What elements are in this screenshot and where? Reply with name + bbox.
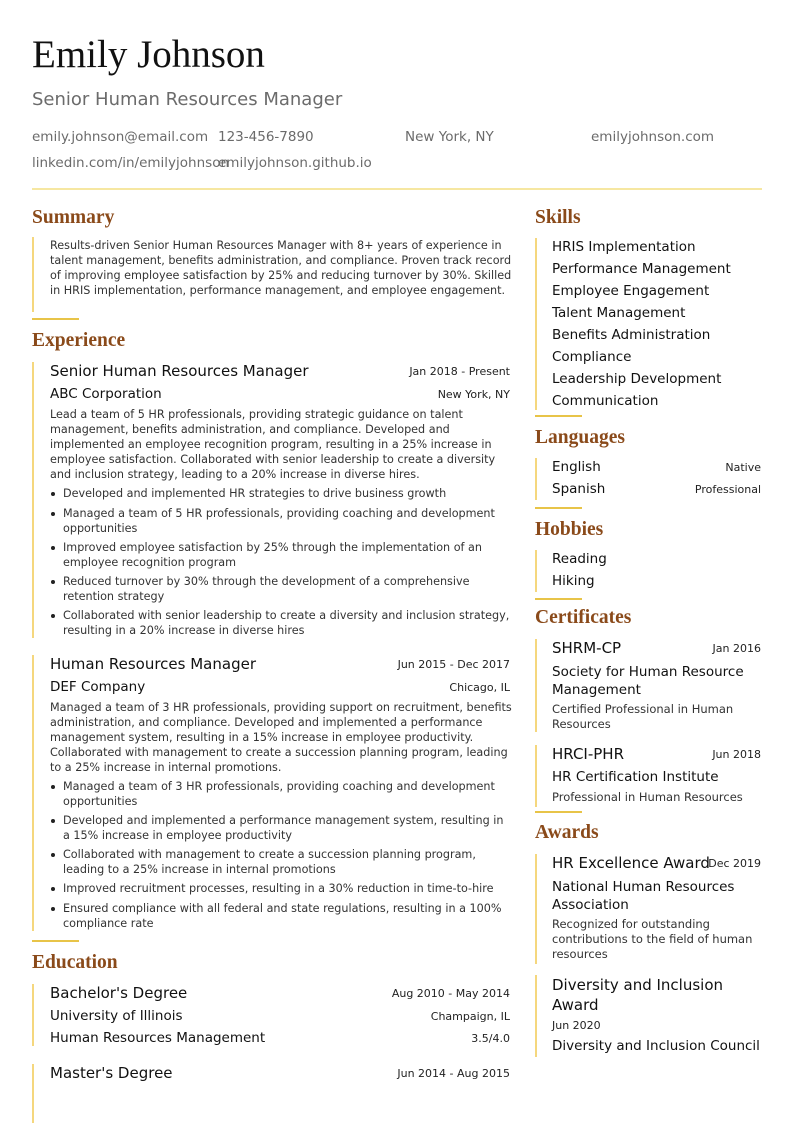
hobbies-underline — [535, 598, 582, 600]
edu-2-dates: Jun 2014 - Aug 2015 — [397, 1067, 510, 1080]
job-2-bullet: Ensured compliance with all federal and state regulations, resulting in a 100% compliance rate — [63, 901, 511, 931]
language-name: English — [552, 459, 601, 475]
job-1-bullet: Improved employee satisfaction by 25% through the implementation of an employee recognition program — [63, 540, 511, 570]
edu-1-bar — [32, 984, 34, 1046]
skills-underline — [535, 415, 582, 417]
job-1-bullet: Collaborated with senior leadership to create a diversity and inclusion strategy, resulting in a 20% increase in diverse hires — [63, 609, 510, 637]
skill-item: HRIS Implementation — [552, 239, 696, 255]
github-link[interactable]: emilyjohnson.github.io — [218, 155, 372, 171]
candidate-title: Senior Human Resources Manager — [32, 89, 343, 110]
award-2-bar — [535, 975, 537, 1057]
award-2-issuer: Diversity and Inclusion Council — [552, 1038, 760, 1054]
languages-heading: Languages — [535, 427, 625, 448]
language-level: Native — [725, 461, 761, 474]
job-1-company: ABC Corporation — [50, 386, 162, 402]
edu-1-field: Human Resources Management — [50, 1030, 266, 1046]
skills-heading: Skills — [535, 207, 581, 228]
certificates-heading: Certificates — [535, 607, 632, 628]
phone-text: 123-456-7890 — [218, 129, 314, 145]
skill-item: Talent Management — [552, 305, 686, 321]
edu-2-bar — [32, 1064, 34, 1123]
summary-bar — [32, 237, 34, 312]
job-1-role: Senior Human Resources Manager — [50, 362, 309, 380]
candidate-name: Emily Johnson — [32, 33, 265, 76]
summary-text: Results-driven Senior Human Resources Manager with 8+ years of experience in talent management, benefits administration, and compliance. Proven track record of improving employee satisfaction by 25% and reducing turnover by 30%. Skilled in HRIS implementation, performance management, and employee engagement. — [50, 239, 512, 297]
job-2-bar — [32, 655, 34, 931]
job-1-bullet: Developed and implemented HR strategies to drive business growth — [63, 486, 511, 501]
cert-2-description: Professional in Human Resources — [552, 790, 743, 804]
skill-item: Communication — [552, 393, 659, 409]
award-1-description: Recognized for outstanding contributions to the field of human resources — [552, 917, 753, 961]
awards-heading: Awards — [535, 822, 599, 843]
language-level: Professional — [694, 483, 761, 496]
languages-bar — [535, 458, 537, 500]
edu-1-dates: Aug 2010 - May 2014 — [391, 987, 510, 1000]
skill-item: Employee Engagement — [552, 283, 710, 299]
skill-item: Performance Management — [552, 261, 731, 277]
location-text: New York, NY — [405, 129, 494, 145]
email-link[interactable]: emily.johnson@email.com — [32, 129, 209, 145]
edu-1-school: University of Illinois — [50, 1008, 183, 1024]
hobby-item: Reading — [552, 551, 607, 567]
summary-underline — [32, 318, 79, 320]
job-2-dates: Jun 2015 - Dec 2017 — [397, 658, 510, 671]
summary-heading: Summary — [32, 207, 115, 228]
award-1-bar — [535, 854, 537, 964]
award-1-date: Dec 2019 — [708, 857, 761, 870]
website-link[interactable]: emilyjohnson.com — [591, 129, 715, 145]
cert-2-date: Jun 2018 — [712, 748, 761, 761]
skills-bar — [535, 238, 537, 410]
job-2-description: Managed a team of 3 HR professionals, providing support on recruitment, benefits administration, and compliance. Developed and implemented a performance management system, resulting in a 15% increase in employee productivity. Collaborated with management to create a succession planning program, leading to a 25% increase in internal promotions. — [50, 701, 512, 774]
skill-item: Benefits Administration — [552, 327, 711, 343]
award-2-date: Jun 2020 — [552, 1019, 601, 1032]
cert-1-bar — [535, 639, 537, 732]
edu-1-degree: Bachelor's Degree — [50, 984, 188, 1002]
hobby-item: Hiking — [552, 573, 595, 589]
edu-1-gpa: 3.5/4.0 — [471, 1032, 510, 1045]
award-1-name: HR Excellence Award — [552, 854, 710, 872]
job-1-description: Lead a team of 5 HR professionals, providing strategic guidance on talent management, benefits administration, and compliance. Developed and implemented an employee recognition program, resulting in a 25% increase in employee satisfaction. Collaborated with senior leadership to create a diversity and inclusion strategy, leading to a 20% increase in diverse hires. — [50, 408, 496, 481]
hobbies-heading: Hobbies — [535, 519, 604, 540]
job-2-bullet: Collaborated with management to create a succession planning program, leading to a 25% increase in internal promotions — [63, 847, 511, 877]
cert-2-issuer: HR Certification Institute — [552, 769, 719, 785]
skill-item: Leadership Development — [552, 371, 722, 387]
cert-1-issuer: Society for Human Resource Management — [552, 664, 744, 698]
job-2-role: Human Resources Manager — [50, 655, 256, 673]
job-2-bullet: Developed and implemented a performance management system, resulting in a 15% increase in employee productivity — [63, 813, 511, 843]
linkedin-link[interactable]: linkedin.com/in/emilyjohnson — [32, 155, 230, 171]
cert-1-name: SHRM-CP — [552, 639, 622, 657]
edu-2-degree: Master's Degree — [50, 1064, 173, 1082]
job-2-company: DEF Company — [50, 679, 146, 695]
experience-underline — [32, 940, 79, 942]
cert-2-name: HRCI-PHR — [552, 745, 625, 763]
header-divider — [32, 188, 762, 190]
job-2-bullet: Managed a team of 3 HR professionals, providing coaching and development opportunities — [63, 779, 511, 809]
job-2-location: Chicago, IL — [449, 681, 510, 694]
job-1-location: New York, NY — [437, 388, 510, 401]
award-2-name: Diversity and Inclusion Award — [552, 976, 724, 1014]
cert-2-bar — [535, 745, 537, 807]
job-2-bullet: Improved recruitment processes, resulting in a 30% reduction in time-to-hire — [63, 881, 511, 896]
job-1-bullet: Reduced turnover by 30% through the development of a comprehensive retention strategy — [63, 574, 511, 604]
experience-heading: Experience — [32, 330, 126, 351]
cert-1-date: Jan 2016 — [712, 642, 761, 655]
job-1-dates: Jan 2018 - Present — [409, 365, 510, 378]
education-heading: Education — [32, 952, 118, 973]
job-1-bar — [32, 362, 34, 638]
edu-1-location: Champaign, IL — [430, 1010, 510, 1023]
award-1-issuer: National Human Resources Association — [552, 879, 735, 913]
language-name: Spanish — [552, 481, 606, 497]
cert-1-description: Certified Professional in Human Resources — [552, 702, 734, 731]
hobbies-bar — [535, 550, 537, 592]
job-1-bullet: Managed a team of 5 HR professionals, providing coaching and development opportunities — [63, 506, 511, 536]
skill-item: Compliance — [552, 349, 632, 365]
certificates-underline — [535, 811, 582, 813]
languages-underline — [535, 507, 582, 509]
